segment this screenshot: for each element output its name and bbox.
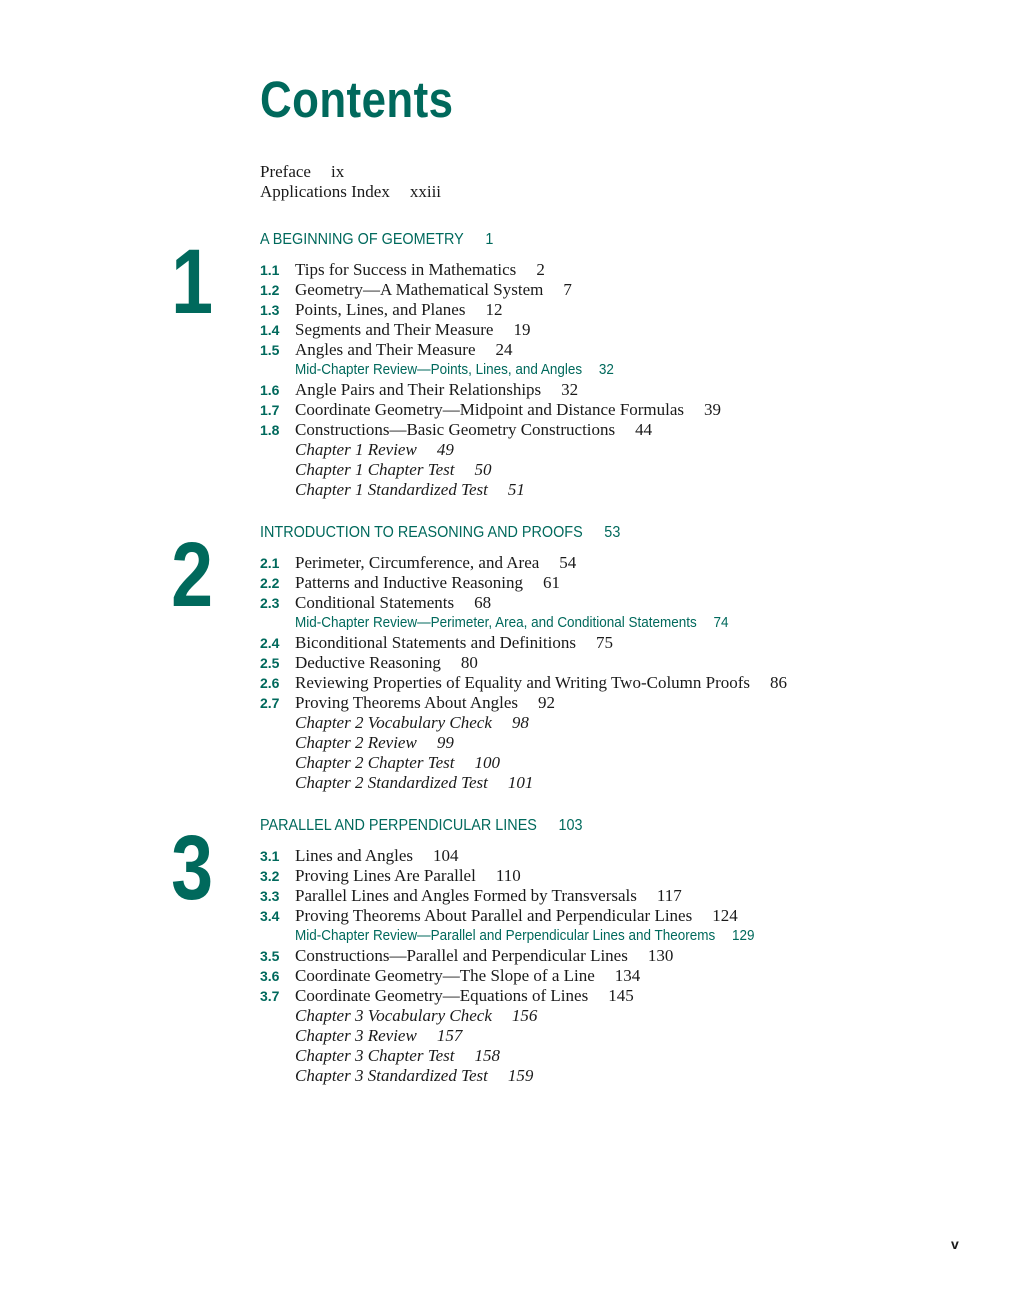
page-title: Contents [260, 71, 454, 128]
end-matter-entry [260, 713, 787, 733]
section-title: Perimeter, Circumference, and Area [295, 553, 540, 572]
section-title: Proving Theorems About Angles [295, 693, 519, 712]
section-entry [260, 633, 787, 653]
section-page: 80 [460, 653, 478, 672]
section-entry [260, 280, 721, 300]
section-number: 1.3 [260, 302, 280, 318]
section-page: 24 [495, 340, 513, 359]
section-entry [260, 673, 787, 693]
end-matter-entry [260, 733, 787, 753]
section-entry [260, 966, 789, 986]
end-matter-entry [260, 1046, 789, 1066]
chapter-heading [260, 523, 620, 543]
section-entry [260, 573, 787, 593]
end-matter-title: Chapter 2 Chapter Test [295, 753, 455, 772]
chapter-heading [260, 816, 583, 836]
section-entry [260, 946, 789, 966]
section-title: Constructions—Basic Geometry Constructions [295, 420, 616, 439]
section-entry [260, 693, 787, 713]
section-page: 32 [561, 380, 579, 399]
section-entry [260, 340, 721, 360]
section-title: Tips for Success in Mathematics [295, 260, 517, 279]
chapter-page: 1 [485, 231, 494, 248]
section-entry [260, 593, 787, 613]
end-matter-page: 157 [436, 1026, 463, 1045]
section-title: Points, Lines, and Planes [295, 300, 466, 319]
section-page: 2 [536, 260, 545, 279]
mid-chapter-review-title: Mid-Chapter Review—Parallel and Perpendicular Lines and Theorems [295, 928, 716, 944]
mid-chapter-review [260, 613, 787, 633]
section-number: 3.2 [260, 868, 280, 884]
section-title: Proving Lines Are Parallel [295, 866, 476, 885]
section-title: Constructions—Parallel and Perpendicular Lines [295, 946, 628, 965]
end-matter-entry [260, 440, 721, 460]
section-title: Angles and Their Measure [295, 340, 476, 359]
section-title: Lines and Angles [295, 846, 414, 865]
end-matter-page: 99 [436, 733, 454, 752]
section-entry [260, 420, 721, 440]
section-title: Proving Theorems About Parallel and Perpendicular Lines [295, 906, 693, 925]
section-title: Coordinate Geometry—Equations of Lines [295, 986, 589, 1005]
section-page: 92 [538, 693, 556, 712]
section-number: 3.1 [260, 848, 280, 864]
end-matter-page: 101 [507, 773, 534, 792]
front-matter-label: Preface [260, 162, 311, 181]
section-page: 86 [770, 673, 788, 692]
chapter-number: 3 [171, 817, 214, 919]
front-matter-page: xxiii [409, 182, 442, 201]
section-entry [260, 906, 789, 926]
chapter-page: 53 [604, 524, 621, 541]
section-title: Segments and Their Measure [295, 320, 494, 339]
end-matter-page: 98 [511, 713, 529, 732]
end-matter-page: 156 [511, 1006, 538, 1025]
section-page: 61 [543, 573, 561, 592]
end-matter-entry [260, 773, 787, 793]
end-matter-title: Chapter 3 Standardized Test [295, 1066, 488, 1085]
section-number: 2.3 [260, 595, 280, 611]
end-matter-page: 51 [507, 480, 525, 499]
section-number: 2.5 [260, 655, 280, 671]
section-entry [260, 260, 721, 280]
section-number: 1.6 [260, 382, 280, 398]
chapter-page: 103 [558, 817, 583, 834]
chapter-number: 2 [171, 524, 214, 626]
mid-chapter-review-title: Mid-Chapter Review—Perimeter, Area, and Conditional Statements [295, 615, 697, 631]
section-number: 3.6 [260, 968, 280, 984]
section-title: Biconditional Statements and Definitions [295, 633, 576, 652]
section-entry [260, 986, 789, 1006]
end-matter-entry [260, 1066, 789, 1086]
end-matter-entry [260, 1026, 789, 1046]
end-matter-entry [260, 753, 787, 773]
section-number: 2.7 [260, 695, 280, 711]
end-matter-title: Chapter 3 Review [295, 1026, 417, 1045]
front-matter [260, 162, 441, 202]
chapter-title: INTRODUCTION TO REASONING AND PROOFS [260, 524, 583, 541]
section-page: 39 [704, 400, 722, 419]
section-page: 117 [656, 886, 682, 905]
front-matter-page: ix [330, 162, 345, 181]
section-page: 44 [635, 420, 653, 439]
end-matter-page: 159 [507, 1066, 534, 1085]
section-title: Angle Pairs and Their Relationships [295, 380, 542, 399]
chapter-title: A BEGINNING OF GEOMETRY [260, 231, 464, 248]
section-number: 2.2 [260, 575, 280, 591]
end-matter-entry [260, 1006, 789, 1026]
end-matter-entry [260, 480, 721, 500]
section-number: 3.7 [260, 988, 280, 1004]
section-entry [260, 320, 721, 340]
section-title: Deductive Reasoning [295, 653, 441, 672]
section-page: 75 [595, 633, 613, 652]
mid-chapter-review-page: 32 [598, 362, 614, 378]
mid-chapter-review [260, 926, 789, 946]
section-number: 2.1 [260, 555, 280, 571]
section-number: 3.3 [260, 888, 280, 904]
section-title: Coordinate Geometry—Midpoint and Distance Formulas [295, 400, 685, 419]
section-page: 110 [495, 866, 521, 885]
end-matter-title: Chapter 3 Chapter Test [295, 1046, 455, 1065]
section-number: 1.5 [260, 342, 280, 358]
section-title: Geometry—A Mathematical System [295, 280, 544, 299]
mid-chapter-review-text [295, 613, 728, 633]
section-title: Conditional Statements [295, 593, 455, 612]
section-number: 2.6 [260, 675, 280, 691]
section-entry [260, 886, 789, 906]
section-number: 1.4 [260, 322, 280, 338]
section-page: 130 [647, 946, 674, 965]
section-number: 1.2 [260, 282, 280, 298]
section-title: Reviewing Properties of Equality and Writing Two-Column Proofs [295, 673, 751, 692]
chapter-heading [260, 230, 493, 250]
section-page: 12 [485, 300, 503, 319]
chapter-title: PARALLEL AND PERPENDICULAR LINES [260, 817, 537, 834]
end-matter-page: 50 [474, 460, 492, 479]
end-matter-title: Chapter 3 Vocabulary Check [295, 1006, 492, 1025]
section-entry [260, 400, 721, 420]
section-entry [260, 866, 789, 886]
chapter-entries [260, 553, 787, 793]
mid-chapter-review-page: 74 [713, 615, 729, 631]
front-matter-item [260, 162, 441, 182]
chapter-number: 1 [171, 231, 214, 333]
section-entry [260, 380, 721, 400]
end-matter-entry [260, 460, 721, 480]
end-matter-title: Chapter 2 Standardized Test [295, 773, 488, 792]
section-page: 104 [433, 846, 459, 865]
section-page: 54 [559, 553, 577, 572]
end-matter-page: 49 [436, 440, 454, 459]
section-page: 7 [563, 280, 572, 299]
section-page: 134 [614, 966, 641, 985]
front-matter-item [260, 182, 441, 202]
section-entry [260, 553, 787, 573]
section-title: Coordinate Geometry—The Slope of a Line [295, 966, 595, 985]
section-number: 3.4 [260, 908, 280, 924]
section-entry [260, 300, 721, 320]
section-entry [260, 653, 787, 673]
section-page: 19 [513, 320, 531, 339]
mid-chapter-review-page: 129 [731, 928, 755, 944]
section-entry [260, 846, 789, 866]
chapter-entries [260, 260, 721, 500]
section-number: 1.7 [260, 402, 280, 418]
section-page: 68 [474, 593, 492, 612]
end-matter-title: Chapter 1 Review [295, 440, 417, 459]
mid-chapter-review [260, 360, 721, 380]
chapter-entries [260, 846, 789, 1086]
mid-chapter-review-text [295, 360, 614, 380]
section-number: 2.4 [260, 635, 280, 651]
end-matter-title: Chapter 2 Vocabulary Check [295, 713, 492, 732]
end-matter-page: 158 [474, 1046, 500, 1065]
end-matter-page: 100 [474, 753, 500, 772]
mid-chapter-review-text [295, 926, 755, 946]
section-number: 1.8 [260, 422, 280, 438]
mid-chapter-review-title: Mid-Chapter Review—Points, Lines, and Angles [295, 362, 583, 378]
section-page: 124 [712, 906, 738, 925]
page-number: v [951, 1236, 959, 1252]
end-matter-title: Chapter 2 Review [295, 733, 417, 752]
front-matter-label: Applications Index [260, 182, 390, 201]
end-matter-title: Chapter 1 Standardized Test [295, 480, 488, 499]
section-page: 145 [608, 986, 634, 1005]
section-number: 3.5 [260, 948, 280, 964]
section-number: 1.1 [260, 262, 280, 278]
section-title: Parallel Lines and Angles Formed by Transversals [295, 886, 637, 905]
section-title: Patterns and Inductive Reasoning [295, 573, 524, 592]
end-matter-title: Chapter 1 Chapter Test [295, 460, 455, 479]
